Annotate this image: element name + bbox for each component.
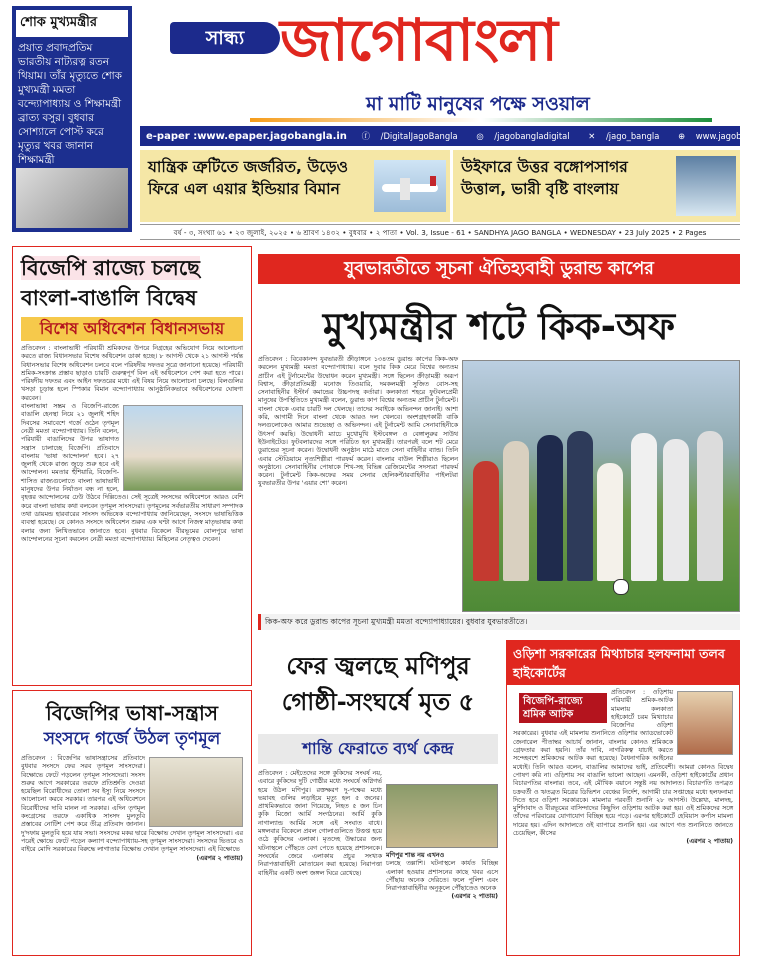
- condolence-box: [12, 6, 132, 232]
- manipur-continued[interactable]: (এরপর ২ পাতায়): [451, 893, 498, 901]
- tagline-underline: [250, 118, 712, 122]
- condolence-body: প্রয়াত প্রবাদপ্রতিম ভারতীয় নাট্যরত্ন রতন থিয়াম। তাঁর মৃত্যুতে শোক মুখ্যমন্ত্রী মমতা বন্দ্যোপাধ্যায় ও শিক্ষামন্ত্রী ব্রাত্য বসুর। বুধবার সোশ্যালে পোস্ট করে মৃত্যুর খবর জানান শিক্ষামন্ত্রী: [18, 42, 122, 166]
- left-story-2: [12, 690, 252, 956]
- left-story-2-subhead: সংসদে গর্জে উঠল তৃণমূল: [43, 729, 221, 749]
- twitter-link[interactable]: [580, 126, 667, 146]
- instagram-handle: /jagobangladigital: [494, 131, 570, 141]
- masthead-tagline: মা মাটি মানুষের পক্ষে সওয়াল: [366, 93, 590, 115]
- person-figure: [537, 435, 563, 581]
- odisha-continued[interactable]: (এরপর ২ পাতায়): [686, 838, 733, 846]
- left-story-headline-1-text: বিজেপি রাজ্যে চলছে: [21, 256, 200, 280]
- globe-icon: ⊕: [678, 131, 686, 141]
- main-story-headline: মুখ্যমন্ত্রীর শটে কিক-অফ: [322, 305, 676, 348]
- odisha-headline: ওড়িশা সরকারের মিথ্যাচার হলফনামা তলব হাইকোর্টের: [507, 641, 739, 685]
- sea-wave-photo: [676, 156, 736, 216]
- instagram-link[interactable]: [468, 126, 577, 146]
- manipur-subhead: শান্তি ফেরাতে ব্যর্থ কেন্দ্র: [258, 734, 498, 764]
- epaper-link[interactable]: e-paper :www.epaper.jagobangla.in: [146, 131, 347, 142]
- odisha-story: [506, 640, 740, 956]
- person-figure: [697, 431, 723, 581]
- ratan-thiyam-photo: [16, 168, 128, 228]
- facebook-handle: /DigitalJagoBangla: [380, 131, 458, 141]
- website-link[interactable]: [670, 126, 783, 146]
- twitter-handle: /jago_bangla: [605, 131, 660, 141]
- social-bar: [140, 126, 775, 146]
- left-story-2-continued[interactable]: (এরপর ২ পাতায়): [196, 854, 243, 862]
- person-figure: [663, 439, 689, 581]
- main-story-kicker: যুবভারতীতে সূচনা ঐতিহ্যবাহী ডুরান্ড কাপের: [258, 254, 740, 284]
- left-story-subhead: বিশেষ অধিবেশন বিধানসভায়: [21, 317, 243, 341]
- assembly-building-photo: [123, 405, 243, 491]
- left-story-headline-2: বাংলা-বাঙালি বিদ্বেষ: [21, 286, 197, 310]
- manipur-headline-1: ফের জ্বলছে মণিপুর: [286, 652, 470, 680]
- left-story-headline-1: [21, 253, 243, 283]
- odisha-label: বিজেপি-রাজ্যে শ্রমিক আটক: [519, 693, 607, 723]
- newspaper-logo[interactable]: জাগোবাংলা: [280, 6, 557, 74]
- person-figure: [567, 431, 593, 581]
- teaser-air-india[interactable]: [140, 150, 450, 222]
- left-story: [12, 246, 252, 686]
- left-story-body-2: বাংলাভাষা সম্ভ্রম ও বিজেপি-রাজ্যে বাঙালি হেনস্থা নিয়ে ২১ জুলাই শহিদ দিবসের সমাবেশে গর্জে ওঠেন তৃণমূল নেত্রী মমতা বন্দ্যোপাধ্যায়। তিনি বলেন, পরিযায়ী বাঙালিদের উপর ভাষাগত সন্ত্রাস চালাচ্ছে বিজেপি। প্রতিবাদে বাংলায় 'ভাষা আন্দোলন' হবে। ২৭ জুলাই থেকে রাজ্য জুড়ে শুরু হবে এই আন্দোলন। মমতার হুঁশিয়ারি, বিজেপি-শাসিত রাজ্যগুলোতে বাংলা ভাষাভাষী মানুষদের উপর নির্যাতন বন্ধ না হলে, বৃহত্তর আন্দোলনের ঢেউ উঠবে দিল্লিতেও। সেই সূত্রেই সংসদের অধিবেশনে আরও বেশি করে বাংলা ভাষায় কথা বলবেন তৃণমূল সাংসদেরা। তৃণমূলের সর্বভারতীয় সাধারণ সম্পাদক তথা ডায়মন্ড হারবারের সাংসদ অভিষেক বন্দ্যোপাধ্যায় জানিয়েছেন, সংসদে ভাষাভিত্তিক ব্যবস্থা হয়েছে। যে কোনও সংসদে অধিবেশন শুরুর এক ঘণ্টা আগে নিজস্ব মাতৃভাষায় কথা বলার জন্য লিখিতভাবে জানাতে হবে। বুধবার বিকেলে বীরভূমের বোলপুরে ভাষা আন্দোলনের সূচনা করলেন নেত্রী মমতা বন্দ্যোপাধ্যায়। মিছিলের নেতৃত্বও দেবেন।: [21, 403, 243, 543]
- high-court-photo: [677, 691, 733, 755]
- facebook-link[interactable]: [354, 126, 466, 146]
- player-figure: [473, 461, 499, 581]
- left-story-2-headline: বিজেপির ভাষা-সন্ত্রাস: [46, 701, 218, 725]
- manipur-photo: [386, 784, 498, 848]
- manipur-headline-2: গোষ্ঠী-সংঘর্ষে মৃত ৫: [281, 688, 475, 716]
- manipur-photo-caption: মণিপুর শান্ত নয় এখনও: [386, 852, 445, 859]
- football-icon: [613, 579, 629, 595]
- masthead: [140, 6, 740, 124]
- manipur-body-2-wrap: [386, 852, 498, 952]
- airplane-icon: [374, 160, 446, 212]
- person-figure: [503, 441, 529, 581]
- main-photo-caption: কিক-অফ করে ডুরান্ড কাপের সূচনা মুখ্যমন্ত্রী মমতা বন্দ্যোপাধ্যায়ের। বুধবার যুবভারতীতে।: [258, 614, 740, 630]
- odisha-body: প্রতিবেদন : ওড়িশায় পরিযায়ী শ্রমিক-আটক মামলায় কলকাতা হাইকোর্টে চরম মিথ্যাচার বিজেপির ওড়িশা সরকারের। বুধবার এই মামলায় শুনানিতে ওড়িশার অ্যাডভোকেট জেনারেল পীতাম্বর আচার্য জানান, বাংলার কোনও শ্রমিককে গ্রেফতার করা হয়নি। তাঁর দাবি, নাগরিকত্ব যাচাই করতে সন্দেহবশে শ্রমিকদের আটক করা হয়েছে। বৈধনাগরিক আইনের মধ্যেই। তিনি আরও বলেন, বাঙালির আমাদের ভাই, প্রতিবেশী। আমরা কোনও বিদ্বেষ পোষণ করি না। ওড়িশায় সব বাঙালি ভালো আছেন। এমনকী, ওড়িশা হাইকোর্টের প্রধান বিচারপতির বাংলার। তবে, এই মৌখিক বয়ানে সন্তুষ্ট নয় আদালত। বিচারপতি তপব্রত চক্রবর্তী ও ঋতব্রত মিত্রের ডিভিশন বেঞ্চের নির্দেশ, আগামী চার সপ্তাহের মধ্যে হলফনামা দিতে হবে ওড়িশা সরকারকে। মামলার পরবর্তী শুনানি ২৮ আগস্ট। উল্লেখ্য, মালদহ, মুর্শিদাবাদ ও বীরভূমের বাসিন্দাদের কিছুদিন ওড়িশায় আটক করা হয়। ওই শ্রমিকদের সঙ্গে তাঁদের পরিবারের যোগাযোগ বিচ্ছিন্ন হয়ে পড়ে। এরপর হাইকোর্টে হেবিয়াস কর্পাস মামলা দায়ের হয়। এদিন আদালতে ওই ব্যাপারে শুনানি হয়। এর আগে গত শুনানিতে জানতে চেয়েছিল, কীসের: [513, 689, 733, 838]
- parliament-photo: [149, 757, 243, 827]
- manipur-body-2: চলছে তল্লাশি। ঘটনাস্থলে কার্যত বিচ্ছিন্ন এলাকা হওয়ায় প্রশাসনের কাছে খবর এসে পৌঁছায় অনেক দেরিতে। ফলে পুলিশ এবং নিরাপত্তাবাহিনীর অনুকূলে পৌঁছাতেও অনেক: [386, 860, 498, 893]
- person-figure: [631, 433, 657, 581]
- masthead-ribbon: সান্ধ্য: [170, 22, 280, 54]
- condolence-title: শোক মুখ্যমন্ত্রীর: [16, 10, 128, 37]
- facebook-icon: ⓕ: [361, 131, 370, 141]
- kickoff-photo: [462, 360, 740, 612]
- website-url: www.jagobangla.in: [695, 131, 775, 141]
- teaser-air-india-text: যান্ত্রিক ত্রুটিতে জর্জরিত, উড়েও ফিরে এল এয়ার ইন্ডিয়ার বিমান: [148, 158, 349, 198]
- main-story-body: প্রতিবেদন : বিবেকানন্দ যুবভারতী ক্রীড়াঙ্গনে ১৩৪তম ডুরান্ড কাপের কিক-অফ করলেন মুখ্যমন্ত্রী মমতা বন্দ্যোপাধ্যায়। বলে দুবার কিক মেরে বিশ্বের অন্যতম প্রাচীন এই টুর্নামেন্টের উদ্বোধন করেন মুখ্যমন্ত্রী। সঙ্গে ছিলেন ক্রীড়ামন্ত্রী অরূপ বিশ্বাস, ক্রীড়াপ্রতিমন্ত্রী মনোজ তিওয়ারি, দমকলমন্ত্রী সুজিত বোস-সহ সেনাবাহিনীর ইস্টার্ন কমান্ডের উচ্চপদস্থ কর্তারা। কলকাতা শহরে ফুটবলপ্রেমী মানুষের উপস্থিতিতে মুখ্যমন্ত্রী বলেন, ডুরান্ড কাপ বিশ্বের অন্যতম প্রাচীন টুর্নামেন্ট। বাংলা থেকে এবার চারটি দল খেলছে। তাদের সবাইকে অভিনন্দন জানাই। আশা করি, আগামী দিনে বাংলা থেকে আরও দল খেলবে। অংশগ্রহণকারী বাকি দলগুলোকেও আমার শুভেচ্ছা ও অভিনন্দন। এই টুর্নামেন্ট আমি সেনাবাহিনীকে উৎসর্গ করছি। উদ্বোধনী ম্যাচে মুখোমুখি ইস্টবেঙ্গল ও বেঙ্গালুরুর সাউথ ইউনাইটেড। ফুটবলারদের সঙ্গে পরিচিত হন মুখ্যমন্ত্রী। তারপরই বলে শট মেরে ডুরান্ডের সূচনা করেন। উদ্বোধনী অনুষ্ঠান মাঠে মাতে সেনা বাহিনীর ব্যান্ড। তিনি এবার স্টেডিয়ামে নৃত্যশিল্পীরা পারফর্ম করেন। বাংলার বাউল শিল্পীরাও ছিলেন অনুষ্ঠানে। সেনাবাহিনীর পোষাকে শিখ-সহ বিভিন্ন রেজিমেন্টের সদস্যরা পারফর্ম করেন। টুর্নামেন্ট কিক-অফের সময় সেনার হেলিকপ্টারবাহিনীর পাইলটরা যুবভারতীর উপর 'এয়ার শো' করেন।: [258, 356, 458, 488]
- manipur-headline: [258, 648, 498, 730]
- teaser-weather-text: উইফারে উত্তর বঙ্গোপসাগর উত্তাল, ভারী বৃষ্টি বাংলায়: [461, 158, 628, 198]
- instagram-icon: ◎: [476, 131, 484, 141]
- left-story-2-body: প্রতিবেদন : বিজেপির ভাষাসন্ত্রাসের প্রতিবাদে বুধবার সংসদে ফের সরব তৃণমূল সাংসদেরা। বিক্ষোভে ফেটে পড়লেন তৃণমূল সাংসদেরা। সংসদ শুরুর আগে সরকারের তরফে প্রতিশ্রুতি দেওয়া হয়েছিল বিরোধীদের তোলা সব ইস্যু নিয়ে সংসদে আলোচনা করবে সরকার। তারপর এই অধিবেশনে বিরোধীদের দাবি মানল না সরকার। এদিন তৃণমূল কংগ্রেসের তরফে একাধিক সাংসদ মুলতুবি প্রস্তাবের নোটিশ পেশ করে তীব্র প্রতিবাদ জানান। দু'দফায় মুলতুবি হয়ে যায় সভা। সংসদের মকর দ্বারে বিক্ষোভ দেখান তৃণমূল সাংসদেরা। এর পরেই ক্ষোভে ফেটে পড়েন কল্যাণ বন্দ্যোপাধ্যায়-সহ তৃণমূল সাংসদেরা। সংসদের ভিতরে ও বাইরে মোদি সরকারের বিরুদ্ধে লাগাতার বিক্ষোভ দেখান তৃণমূল সাংসদেরা। এই বিক্ষোভে: [21, 755, 243, 854]
- airplane-photo: [374, 160, 446, 212]
- issue-info: বর্ষ - ৩, সংখ্যা ৬১ • ২৩ জুলাই, ২০২৫ • ৬ শ্রাবণ ১৪৩২ • বুধবার • ২ পাতা • Vol. 3, Issue - 61 • SANDHYA JAGO BANGLA • WEDNESDAY • 23 July 2025 • 2 Pages: [140, 224, 740, 240]
- teaser-weather[interactable]: [453, 150, 740, 222]
- left-story-body-1: প্রতিবেদন : বাংলাভাষী পরিযায়ী শ্রমিকদের উপরে নিগ্রহের অভিযোগ নিয়ে আলোচনা করতে রাজ্য বিধানসভার বিশেষ অধিবেশন ডাকা হচ্ছে। ৮ আগস্ট থেকে ২১ আগস্ট পর্যন্ত বিধানসভার বিশেষ অধিবেশন চলবে বলে পরিষদীয় দফতর সূত্রে জানানো হয়েছে। পরিযায়ী শ্রমিক-সংক্রান্ত প্রস্তাব ছাড়াও চারটি গুরুত্বপূর্ণ বিল এই অধিবেশনে পেশ করা হতে পারে। পরিষদীয় দফতর এবং আইন দফতরের মধ্যে এই বিষয় নিয়ে আলোচনা চলছে। বিলগুলির খসড়া চূড়ান্ত হলে স্পিকার বিমান বন্দ্যোপাধ্যায় আনুষ্ঠানিকভাবে অধিবেশনের ঘোষণা করবেন।: [21, 345, 243, 402]
- twitter-icon: ✕: [588, 131, 596, 141]
- chief-minister-figure: [597, 463, 623, 581]
- manipur-body-1: প্রতিবেদন : মেইতেদের সঙ্গে কুকিদের সংঘর্ষ নয়, এবারে কুকিদের দুটি গোষ্ঠীর মধ্যে সংঘর্ষে অগ্নিগর্ভ হয়ে উঠল মণিপুর। রক্তক্ষরণ দু-পক্ষের মধ্যে ভয়াবহ গুলির লড়াইয়ে মৃত্যু হল ৫ জনের। প্রাথমিকভাবে জানা গিয়েছে, নিহত ৫ জন চিন কুকি মিজো আর্মি সংগঠনের। আর্মি কুকি নাগাল্যান্ড আর্মির সঙ্গে এই সংঘাত বাধে। মঙ্গলবার বিকেলে প্রবল গোলাগুলিতে উত্তপ্ত হয়ে ওঠে কুকিদের এলাকা। মৃতদেহ উদ্ধারের জন্য ঘটনাস্থলে পৌঁছতে বেগ পেতে হয়েছে প্রশাসনকে। সংঘর্ষের জেরে এলাকায় প্রচুর সংখ্যক নিরাপত্তাবাহিনী মোতায়েন করা হয়েছে। নিরাপত্তা বাহিনীর একটি অংশ জঙ্গল ঘিরে রেখেছে।: [258, 770, 382, 877]
